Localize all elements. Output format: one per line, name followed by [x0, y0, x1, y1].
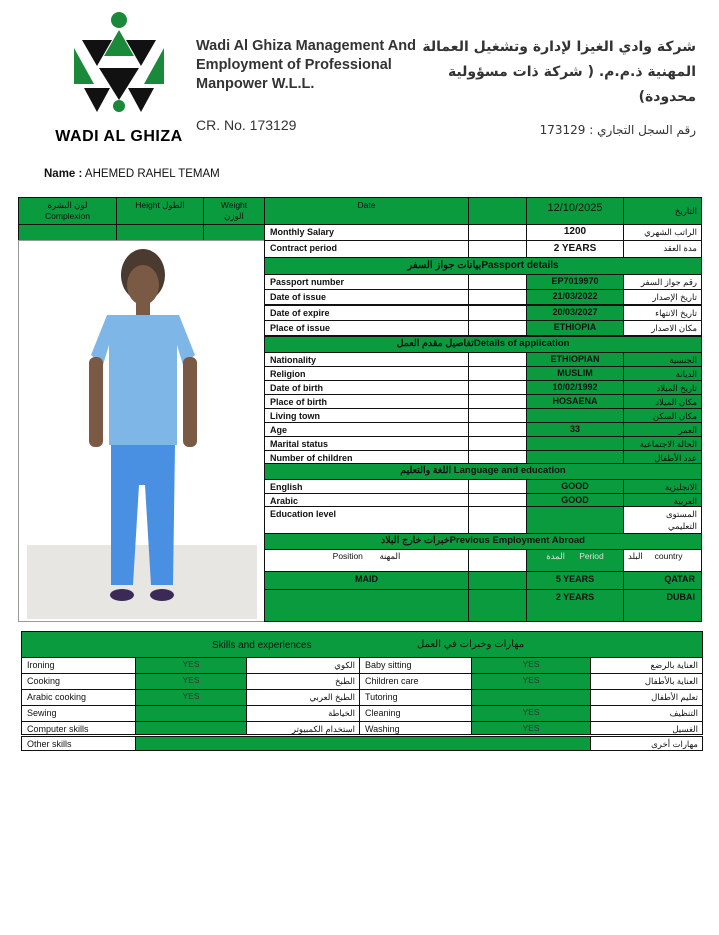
- skill-right-yes: YES: [471, 705, 591, 722]
- application-row-ar: الحالة الاجتماعية: [623, 436, 702, 451]
- application-row-ar: مكان السكن: [623, 408, 702, 423]
- application-row-label: Living town: [264, 408, 469, 423]
- previous-section-title: خبرات خارج البلادPrevious Employment Abroad: [264, 533, 702, 550]
- skill-left-label: Ironing: [21, 657, 136, 674]
- company-name-ar-line3: محدودة): [638, 89, 696, 105]
- passport-row-value: 21/03/2022: [526, 289, 624, 305]
- application-row-empty: [468, 352, 527, 367]
- date-value-cell: [526, 197, 624, 225]
- language-row-label: English: [264, 479, 469, 494]
- company-name-en-line2: Employment of Professional: [196, 57, 392, 73]
- application-row-label: Place of birth: [264, 394, 469, 409]
- skill-left-yes: YES: [135, 673, 247, 690]
- passport-row-label: Place of issue: [264, 320, 469, 336]
- language-row-value: GOOD: [526, 479, 624, 494]
- application-row-label: Age: [264, 422, 469, 437]
- salary-ar: الراتب الشهري: [623, 224, 702, 241]
- skill-right-label: Washing: [359, 721, 472, 735]
- skill-left-ar: الطبخ: [246, 673, 360, 690]
- language-row-label: Arabic: [264, 493, 469, 508]
- other-skills-ar: مهارات أخرى: [590, 736, 703, 751]
- application-row-value: [526, 436, 624, 451]
- country-header: [623, 549, 702, 572]
- application-row-empty: [468, 366, 527, 381]
- previous-row-country: QATAR: [623, 571, 702, 590]
- complexion-en: Complexion: [45, 211, 90, 221]
- candidate-name: [44, 168, 220, 180]
- skill-right-yes: [471, 689, 591, 706]
- date-ar: التاريخ: [674, 206, 697, 216]
- skill-left-label: Sewing: [21, 705, 136, 722]
- contract-period-label: Contract period: [264, 240, 469, 258]
- company-name-en: [196, 37, 436, 94]
- skill-right-ar: التنظيف: [590, 705, 703, 722]
- previous-row-period: 5 YEARS: [526, 571, 624, 590]
- application-row-ar: العمر: [623, 422, 702, 437]
- passport-row-empty: [468, 289, 527, 305]
- contract-period-value: 2 YEARS: [526, 240, 624, 258]
- application-row-ar: الجنسية: [623, 352, 702, 367]
- application-row-empty: [468, 436, 527, 451]
- company-name-en-line3: Manpower W.L.L.: [196, 76, 315, 92]
- salary-value: 1200: [526, 224, 624, 241]
- salary-label: Monthly Salary: [264, 224, 469, 241]
- height-value: [116, 224, 204, 241]
- contract-period-empty: [468, 240, 527, 258]
- logo-text: WADI AL GHIZA: [55, 128, 183, 145]
- application-row-empty: [468, 422, 527, 437]
- period-label: Period: [579, 551, 604, 561]
- skills-title-ar: مهارات وخبرات في العمل: [417, 639, 525, 650]
- education-label: Education level: [264, 506, 469, 534]
- skill-right-ar: الغسيل: [590, 721, 703, 735]
- application-row-ar: تاريخ الميلاد: [623, 380, 702, 395]
- cr-number-en: CR. No. 173129: [196, 117, 297, 133]
- passport-row-label: Passport number: [264, 274, 469, 290]
- other-skills-label: Other skills: [21, 736, 136, 751]
- skill-left-yes: YES: [135, 689, 247, 706]
- skill-right-ar: العناية بالأطفال: [590, 673, 703, 690]
- previous-empty-header: [468, 549, 527, 572]
- company-name-en-line1: Wadi Al Ghiza Management And: [196, 38, 416, 54]
- name-label: Name :: [44, 168, 83, 180]
- date-ar-cell: [623, 197, 702, 225]
- date-header: [264, 197, 469, 225]
- skill-right-label: Tutoring: [359, 689, 472, 706]
- skill-left-yes: YES: [135, 657, 247, 674]
- application-row-value: [526, 408, 624, 423]
- skill-right-yes: YES: [471, 657, 591, 674]
- skill-left-yes: [135, 705, 247, 722]
- previous-row-position: MAID: [264, 571, 469, 590]
- date-empty-cell: [468, 197, 527, 225]
- skill-left-ar: الطبخ العربي: [246, 689, 360, 706]
- skill-left-ar: الكوي: [246, 657, 360, 674]
- passport-row-value: ETHIOPIA: [526, 320, 624, 336]
- company-name-ar-line1: شركة وادي الغيزا لإدارة وتشغيل العمالة: [422, 39, 696, 55]
- country-label: country: [654, 551, 683, 561]
- previous-row-country: DUBAI: [623, 589, 702, 622]
- application-row-ar: الديانة: [623, 366, 702, 381]
- education-ar: [623, 506, 702, 534]
- passport-row-ar: مكان الاصدار: [623, 320, 702, 336]
- height-header: [116, 197, 204, 225]
- weight-value: [203, 224, 265, 241]
- passport-row-value: EP7019970: [526, 274, 624, 290]
- application-row-label: Nationality: [264, 352, 469, 367]
- period-ar: المدة: [546, 551, 566, 561]
- previous-row-empty: [468, 571, 527, 590]
- company-name-ar: [420, 35, 696, 110]
- contract-period-ar: مدة العقد: [623, 240, 702, 258]
- height-label: Height الطول: [135, 200, 185, 210]
- passport-row-label: Date of issue: [264, 289, 469, 305]
- position-label: Position: [332, 551, 363, 561]
- application-row-value: ETHIOPIAN: [526, 352, 624, 367]
- passport-row-ar: تاريخ الإصدار: [623, 289, 702, 305]
- application-row-value: MUSLIM: [526, 366, 624, 381]
- education-ar-line1: المستوى: [665, 509, 697, 519]
- complexion-header: [18, 197, 117, 225]
- language-row-empty: [468, 479, 527, 494]
- education-empty: [468, 506, 527, 534]
- skill-left-label: Computer skills: [21, 721, 136, 735]
- education-ar-line2: التعليمي: [668, 521, 697, 531]
- weight-en: Weight: [220, 200, 248, 210]
- skill-left-label: Arabic cooking: [21, 689, 136, 706]
- language-row-value: GOOD: [526, 493, 624, 508]
- skill-right-label: Children care: [359, 673, 472, 690]
- previous-row-period: 2 YEARS: [526, 589, 624, 622]
- application-row-ar: مكان الميلاد: [623, 394, 702, 409]
- position-header: [264, 549, 469, 572]
- previous-row-position: [264, 589, 469, 622]
- passport-section-title: بيانات جواز السفرPassport details: [264, 257, 702, 275]
- education-value: [526, 506, 624, 534]
- language-section-title: اللغة والتعليم Language and education: [264, 463, 702, 480]
- skills-header: [21, 631, 703, 658]
- skill-right-yes: YES: [471, 673, 591, 690]
- complexion-ar: لون البشرة: [47, 200, 88, 210]
- application-row-empty: [468, 380, 527, 395]
- language-row-ar: الانجليزية: [623, 479, 702, 494]
- weight-header: [203, 197, 265, 225]
- application-row-ar: عدد الأطفال: [623, 450, 702, 465]
- company-name-ar-line2: المهنية ذ.م.م. ( شركة ذات مسؤولية: [447, 64, 696, 80]
- date-value: 12/10/2025: [547, 202, 603, 214]
- application-row-label: Marital status: [264, 436, 469, 451]
- skill-left-label: Cooking: [21, 673, 136, 690]
- application-row-value: 33: [526, 422, 624, 437]
- position-ar: المهنة: [379, 551, 401, 561]
- previous-row-empty: [468, 589, 527, 622]
- application-row-label: Date of birth: [264, 380, 469, 395]
- skill-right-ar: تعليم الأطفال: [590, 689, 703, 706]
- passport-row-empty: [468, 320, 527, 336]
- passport-row-ar: رقم جواز السفر: [623, 274, 702, 290]
- language-row-ar: العربية: [623, 493, 702, 508]
- country-ar: البلد: [628, 551, 643, 561]
- complexion-value: [18, 224, 117, 241]
- passport-row-label: Date of expire: [264, 305, 469, 321]
- date-label: Date: [357, 200, 376, 210]
- skill-right-label: Cleaning: [359, 705, 472, 722]
- passport-row-value: 20/03/2027: [526, 305, 624, 321]
- skill-left-ar: استخدام الكمبيوتر: [246, 721, 360, 735]
- period-header: [526, 549, 624, 572]
- passport-row-empty: [468, 305, 527, 321]
- application-section-title: تفاصيل مقدم العملDetails of application: [264, 336, 702, 353]
- application-row-empty: [468, 408, 527, 423]
- passport-row-empty: [468, 274, 527, 290]
- application-row-value: 10/02/1992: [526, 380, 624, 395]
- salary-empty: [468, 224, 527, 241]
- application-row-label: Number of children: [264, 450, 469, 465]
- skill-right-yes: YES: [471, 721, 591, 735]
- application-row-value: HOSAENA: [526, 394, 624, 409]
- weight-ar: الوزن: [224, 211, 244, 221]
- skill-left-yes: [135, 721, 247, 735]
- skill-right-ar: العناية بالرضع: [590, 657, 703, 674]
- application-row-empty: [468, 394, 527, 409]
- other-skills-value: [135, 736, 591, 751]
- skills-title-en: Skills and experiences: [212, 640, 312, 651]
- skill-right-label: Baby sitting: [359, 657, 472, 674]
- photo-frame: [18, 240, 265, 622]
- skill-left-ar: الخياطة: [246, 705, 360, 722]
- candidate-photo: [27, 245, 257, 619]
- passport-row-ar: تاريخ الانتهاء: [623, 305, 702, 321]
- cr-number-ar: رقم السجل التجاري : 173129: [539, 123, 696, 137]
- application-row-label: Religion: [264, 366, 469, 381]
- company-logo: [44, 8, 194, 148]
- name-value: AHEMED RAHEL TEMAM: [84, 168, 220, 180]
